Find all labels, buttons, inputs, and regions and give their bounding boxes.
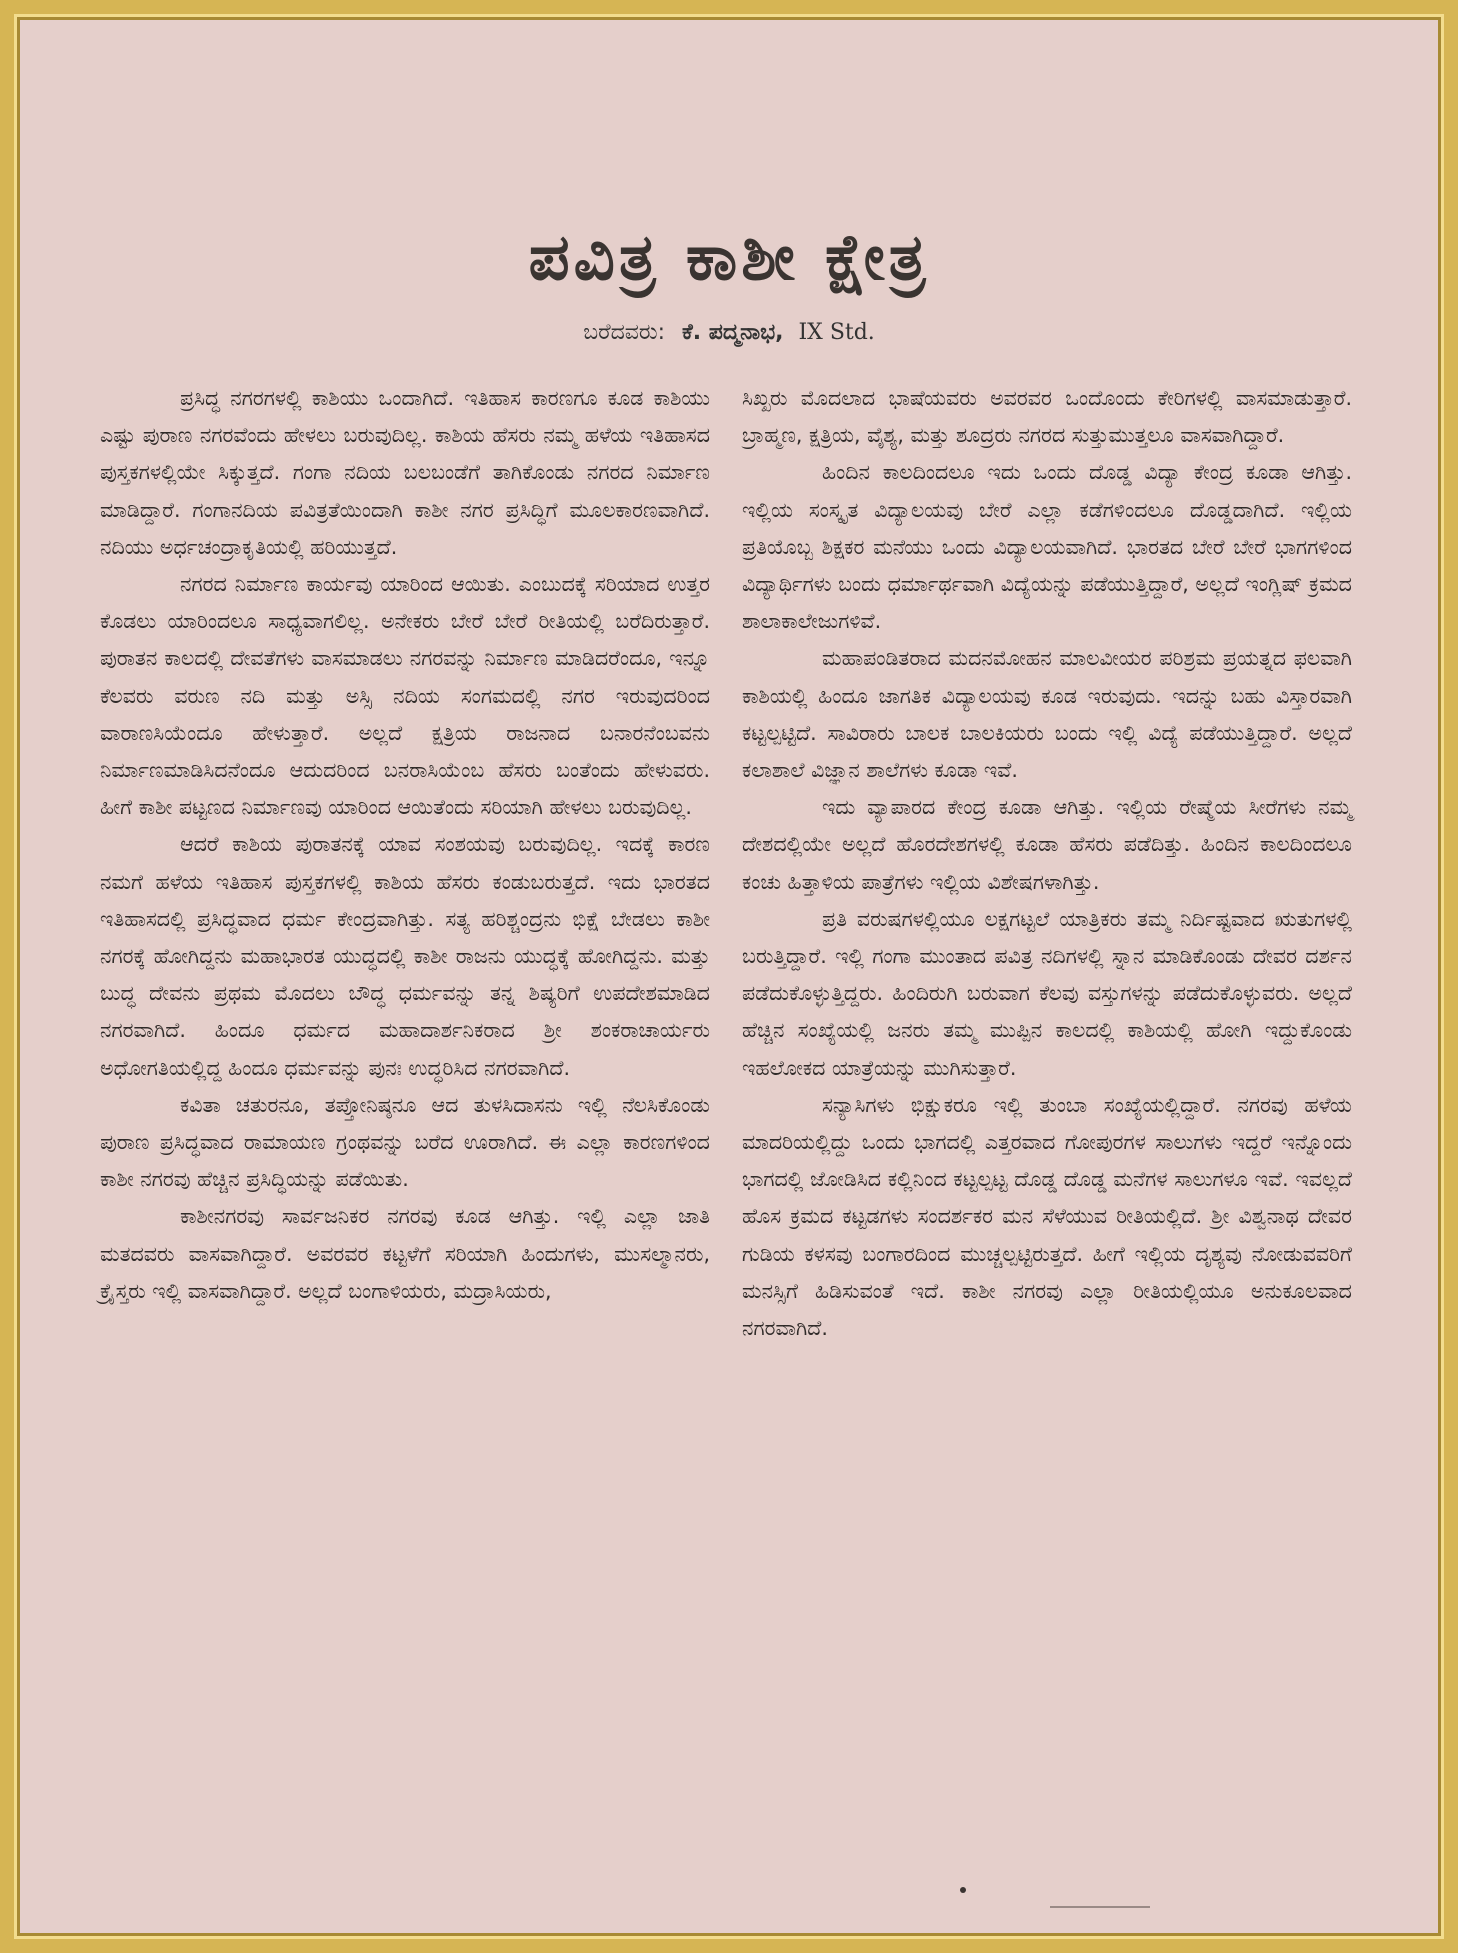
magazine-page — [20, 20, 1438, 1933]
paragraph: ಮಹಾಪಂಡಿತರಾದ ಮದನಮೋಹನ ಮಾಲವೀಯರ ಪರಿಶ್ರಮ ಪ್ರಯತ್ನದ ಫಲವಾಗಿ ಕಾಶಿಯಲ್ಲಿ ಹಿಂದೂ ಜಾಗತಿಕ ವಿದ್ಯಾಲಯವು ಕೂಡ ಇರುವುದು. ಇದನ್ನು ಬಹು ವಿಸ್ತಾರವಾಗಿ ಕಟ್ಟಲ್ಪಟ್ಟಿದೆ. ಸಾವಿರಾರು ಬಾಲಕ ಬಾಲಕಿಯರು ಬಂದು ಇಲ್ಲಿ ವಿದ್ಯೆ ಪಡೆಯುತ್ತಿದ್ದಾರೆ. ಅಲ್ಲದೆ ಕಲಾಶಾಲೆ ವಿಜ್ಞಾನ ಶಾಲೆಗಳು ಕೂಡಾ ಇವೆ. — [742, 646, 1352, 783]
end-rule — [1050, 1906, 1150, 1908]
paragraph: ಇದು ವ್ಯಾಪಾರದ ಕೇಂದ್ರ ಕೂಡಾ ಆಗಿತ್ತು. ಇಲ್ಲಿಯ ರೇಷ್ಮೆಯ ಸೀರೆಗಳು ನಮ್ಮ ದೇಶದಲ್ಲಿಯೇ ಅಲ್ಲದೆ ಹೊರದೇಶಗಳಲ್ಲಿ ಕೂಡಾ ಹೆಸರು ಪಡೆದಿತ್ತು. ಹಿಂದಿನ ಕಾಲದಿಂದಲೂ ಕಂಚು ಹಿತ್ತಾಳಿಯ ಪಾತ್ರೆಗಳು ಇಲ್ಲಿಯ ವಿಶೇಷಗಳಾಗಿತ್ತು. — [742, 795, 1352, 894]
paragraph: ಪ್ರತಿ ವರುಷಗಳಲ್ಲಿಯೂ ಲಕ್ಷಗಟ್ಟಲೆ ಯಾತ್ರಿಕರು ತಮ್ಮ ನಿರ್ದಿಷ್ಟವಾದ ಋತುಗಳಲ್ಲಿ ಬರುತ್ತಿದ್ದಾರೆ. ಇಲ್ಲಿ ಗಂಗಾ ಮುಂತಾದ ಪವಿತ್ರ ನದಿಗಳಲ್ಲಿ ಸ್ನಾನ ಮಾಡಿಕೊಂಡು ದೇವರ ದರ್ಶನ ಪಡೆದುಕೊಳ್ಳುತ್ತಿದ್ದರು. ಹಿಂದಿರುಗಿ ಬರುವಾಗ ಕೆಲವು ವಸ್ತುಗಳನ್ನು ಪಡೆದುಕೊಳ್ಳುವರು. ಅಲ್ಲದೆ ಹೆಚ್ಚಿನ ಸಂಖ್ಯೆಯಲ್ಲಿ ಜನರು ತಮ್ಮ ಮುಪ್ಪಿನ ಕಾಲದಲ್ಲಿ ಕಾಶಿಯಲ್ಲಿ ಹೋಗಿ ಇದ್ದುಕೊಂಡು ಇಹಲೋಕದ ಯಾತ್ರೆಯನ್ನು ಮುಗಿಸುತ್ತಾರೆ. — [742, 906, 1352, 1080]
author-standard: IX Std. — [798, 320, 875, 345]
author-name: ಕೆ. ಪದ್ಮನಾಭ, — [681, 320, 784, 345]
byline-prefix: ಬರೆದವರು: — [583, 320, 665, 345]
paragraph: ಕಾಶೀನಗರವು ಸಾರ್ವಜನಿಕರ ನಗರವು ಕೂಡ ಆಗಿತ್ತು. ಇಲ್ಲಿ ಎಲ್ಲಾ ಜಾತಿ ಮತದವರು ವಾಸವಾಗಿದ್ದಾರೆ. ಅವರವರ ಕಟ್ಟಳೆಗೆ ಸರಿಯಾಗಿ ಹಿಂದುಗಳು, ಮುಸಲ್ಮಾನರು, ಕ್ರೈಸ್ತರು ಇಲ್ಲಿ ವಾಸವಾಗಿದ್ದಾರೆ. ಅಲ್ಲದೆ ಬಂಗಾಳಿಯರು, ಮದ್ರಾಸಿಯರು, — [100, 1204, 711, 1303]
article-title: ಪವಿತ್ರ ಕಾಶೀ ಕ್ಷೇತ್ರ — [528, 220, 930, 295]
paragraph: ಆದರೆ ಕಾಶಿಯ ಪುರಾತನಕ್ಕೆ ಯಾವ ಸಂಶಯವು ಬರುವುದಿಲ್ಲ. ಇದಕ್ಕೆ ಕಾರಣ ನಮಗೆ ಹಳೆಯ ಇತಿಹಾಸ ಪುಸ್ತಕಗಳಲ್ಲಿ ಕಾಶಿಯ ಹೆಸರು ಕಂಡುಬರುತ್ತದೆ. ಇದು ಭಾರತದ ಇತಿಹಾಸದಲ್ಲಿ ಪ್ರಸಿದ್ಧವಾದ ಧರ್ಮ ಕೇಂದ್ರವಾಗಿತ್ತು. ಸತ್ಯ ಹರಿಶ್ಚಂದ್ರನು ಭಿಕ್ಷೆ ಬೇಡಲು ಕಾಶೀ ನಗರಕ್ಕೆ ಹೋಗಿದ್ದನು ಮಹಾಭಾರತ ಯುದ್ಧದಲ್ಲಿ ಕಾಶೀ ರಾಜನು ಯುದ್ಧಕ್ಕೆ ಹೋಗಿದ್ದನು. ಮತ್ತು ಬುದ್ಧ ದೇವನು ಪ್ರಥಮ ಮೊದಲು ಬೌದ್ಧ ಧರ್ಮವನ್ನು ತನ್ನ ಶಿಷ್ಯರಿಗೆ ಉಪದೇಶಮಾಡಿದ ನಗರವಾಗಿದೆ. ಹಿಂದೂ ಧರ್ಮದ ಮಹಾದಾರ್ಶನಿಕರಾದ ಶ್ರೀ ಶಂಕರಾಚಾರ್ಯರು ಅಧೋಗತಿಯಲ್ಲಿದ್ದ ಹಿಂದೂ ಧರ್ಮವನ್ನು ಪುನಃ ಉದ್ಧರಿಸಿದ ನಗರವಾಗಿದೆ. — [100, 832, 710, 1080]
ink-dot — [960, 1887, 966, 1893]
paragraph: ಸನ್ಯಾಸಿಗಳು ಭಿಕ್ಷುಕರೂ ಇಲ್ಲಿ ತುಂಬಾ ಸಂಖ್ಯೆಯಲ್ಲಿದ್ದಾರೆ. ನಗರವು ಹಳೆಯ ಮಾದರಿಯಲ್ಲಿದ್ದು ಒಂದು ಭಾಗದಲ್ಲಿ ಎತ್ತರವಾದ ಗೋಪುರಗಳ ಸಾಲುಗಳು ಇದ್ದರೆ ಇನ್ನೊಂದು ಭಾಗದಲ್ಲಿ ಜೋಡಿಸಿದ ಕಲ್ಲಿನಿಂದ ಕಟ್ಟಲ್ಪಟ್ಟ ದೊಡ್ಡ ದೊಡ್ಡ ಮನೆಗಳ ಸಾಲುಗಳೂ ಇವೆ. ಇವಲ್ಲದೆ ಹೊಸ ಕ್ರಮದ ಕಟ್ಟಡಗಳು ಸಂದರ್ಶಕರ ಮನ ಸೆಳೆಯುವ ರೀತಿಯಲ್ಲಿದೆ. ಶ್ರೀ ವಿಶ್ವನಾಥ ದೇವರ ಗುಡಿಯ ಕಳಸವು ಬಂಗಾರದಿಂದ ಮುಚ್ಚಲ್ಪಟ್ಟಿರುತ್ತದೆ. ಹೀಗೆ ಇಲ್ಲಿಯ ದೃಶ್ಯವು ನೋಡುವವರಿಗೆ ಮನಸ್ಸಿಗೆ ಹಿಡಿಸುವಂತೆ ಇದೆ. ಕಾಶೀ ನಗರವು ಎಲ್ಲಾ ರೀತಿಯಲ್ಲಿಯೂ ಅನುಕೂಲವಾದ ನಗರವಾಗಿದೆ. — [742, 1092, 1352, 1341]
paragraph: ನಗರದ ನಿರ್ಮಾಣ ಕಾರ್ಯವು ಯಾರಿಂದ ಆಯಿತು. ಎಂಬುದಕ್ಕೆ ಸರಿಯಾದ ಉತ್ತರ ಕೊಡಲು ಯಾರಿಂದಲೂ ಸಾಧ್ಯವಾಗಲಿಲ್ಲ. ಅನೇಕರು ಬೇರೆ ಬೇರೆ ರೀತಿಯಲ್ಲಿ ಬರೆದಿರುತ್ತಾರೆ. ಪುರಾತನ ಕಾಲದಲ್ಲಿ ದೇವತೆಗಳು ವಾಸಮಾಡಲು ನಗರವನ್ನು ನಿರ್ಮಾಣ ಮಾಡಿದರೆಂದೂ, ಇನ್ನೂ ಕೆಲವರು ವರುಣ ನದಿ ಮತ್ತು ಅಸ್ಸಿ ನದಿಯ ಸಂಗಮದಲ್ಲಿ ನಗರ ಇರುವುದರಿಂದ ವಾರಾಣಸಿಯೆಂದೂ ಹೇಳುತ್ತಾರೆ. ಅಲ್ಲದೆ ಕ್ಷತ್ರಿಯ ರಾಜನಾದ ಬನಾರನೆಂಬವನು ನಿರ್ಮಾಣಮಾಡಿಸಿದನೆಂದೂ ಆದುದರಿಂದ ಬನರಾಸಿಯೆಂಬ ಹೆಸರು ಬಂತೆಂದು ಹೇಳುವರು. ಹೀಗೆ ಕಾಶೀ ಪಟ್ಟಣದ ನಿರ್ಮಾಣವು ಯಾರಿಂದ ಆಯಿತೆಂದು ಸರಿಯಾಗಿ ಹೇಳಲು ಬರುವುದಿಲ್ಲ. — [100, 572, 710, 820]
paragraph-continued: ಸಿಖ್ಖರು ಮೊದಲಾದ ಭಾಷೆಯವರು ಅವರವರ ಒಂದೊಂದು ಕೇರಿಗಳಲ್ಲಿ ವಾಸಮಾಡುತ್ತಾರೆ. ಬ್ರಾಹ್ಮಣ, ಕ್ಷತ್ರಿಯ, ವೈಶ್ಯ, ಮತ್ತು ಶೂದ್ರರು ನಗರದ ಸುತ್ತುಮುತ್ತಲೂ ವಾಸವಾಗಿದ್ದಾರೆ. — [742, 386, 1352, 448]
paragraph: ಕವಿತಾ ಚತುರನೂ, ತಪ್ತೋನಿಷ್ಠನೂ ಆದ ತುಳಸಿದಾಸನು ಇಲ್ಲಿ ನೆಲಸಿಕೊಂಡು ಪುರಾಣ ಪ್ರಸಿದ್ಧವಾದ ರಾಮಾಯಣ ಗ್ರಂಥವನ್ನು ಬರೆದ ಊರಾಗಿದೆ. ಈ ಎಲ್ಲಾ ಕಾರಣಗಳಿಂದ ಕಾಶೀ ನಗರವು ಹೆಚ್ಚಿನ ಪ್ರಸಿದ್ಧಿಯನ್ನು ಪಡೆಯಿತು. — [100, 1092, 710, 1192]
left-column — [100, 380, 710, 1310]
right-column — [742, 380, 1352, 1347]
paragraph: ಪ್ರಸಿದ್ಧ ನಗರಗಳಲ್ಲಿ ಕಾಶಿಯು ಒಂದಾಗಿದೆ. ಇತಿಹಾಸ ಕಾರಣಗೂ ಕೂಡ ಕಾಶಿಯು ಎಷ್ಟು ಪುರಾಣ ನಗರವೆಂದು ಹೇಳಲು ಬರುವುದಿಲ್ಲ. ಕಾಶಿಯ ಹೆಸರು ನಮ್ಮ ಹಳೆಯ ಇತಿಹಾಸದ ಪುಸ್ತಕಗಳಲ್ಲಿಯೇ ಸಿಕ್ಕುತ್ತದೆ. ಗಂಗಾ ನದಿಯ ಬಲಬಂಡೆಗೆ ತಾಗಿಕೊಂಡು ನಗರದ ನಿರ್ಮಾಣ ಮಾಡಿದ್ದಾರೆ. ಗಂಗಾನದಿಯ ಪವಿತ್ರತೆಯಿಂದಾಗಿ ಕಾಶೀ ನಗರ ಪ್ರಸಿದ್ಧಿಗೆ ಮೂಲಕಾರಣವಾಗಿದೆ. ನದಿಯು ಅರ್ಧಚಂದ್ರಾಕೃತಿಯಲ್ಲಿ ಹರಿಯುತ್ತದೆ. — [100, 386, 710, 559]
paragraph: ಹಿಂದಿನ ಕಾಲದಿಂದಲೂ ಇದು ಒಂದು ದೊಡ್ಡ ವಿದ್ಯಾ ಕೇಂದ್ರ ಕೂಡಾ ಆಗಿತ್ತು. ಇಲ್ಲಿಯ ಸಂಸ್ಕೃತ ವಿದ್ಯಾಲಯವು ಬೇರೆ ಎಲ್ಲಾ ಕಡೆಗಳಿಂದಲೂ ದೊಡ್ಡದಾಗಿದೆ. ಇಲ್ಲಿಯ ಪ್ರತಿಯೊಬ್ಬ ಶಿಕ್ಷಕರ ಮನೆಯು ಒಂದು ವಿದ್ಯಾಲಯವಾಗಿದೆ. ಭಾರತದ ಬೇರೆ ಬೇರೆ ಭಾಗಗಳಿಂದ ವಿದ್ಯಾರ್ಥಿಗಳು ಬಂದು ಧರ್ಮಾರ್ಥವಾಗಿ ವಿದ್ಯೆಯನ್ನು ಪಡೆಯುತ್ತಿದ್ದಾರೆ, ಅಲ್ಲದೆ ಇಂಗ್ಲಿಷ್ ಕ್ರಮದ ಶಾಲಾಕಾಲೇಜುಗಳಿವೆ. — [742, 460, 1352, 634]
byline — [20, 320, 1438, 345]
